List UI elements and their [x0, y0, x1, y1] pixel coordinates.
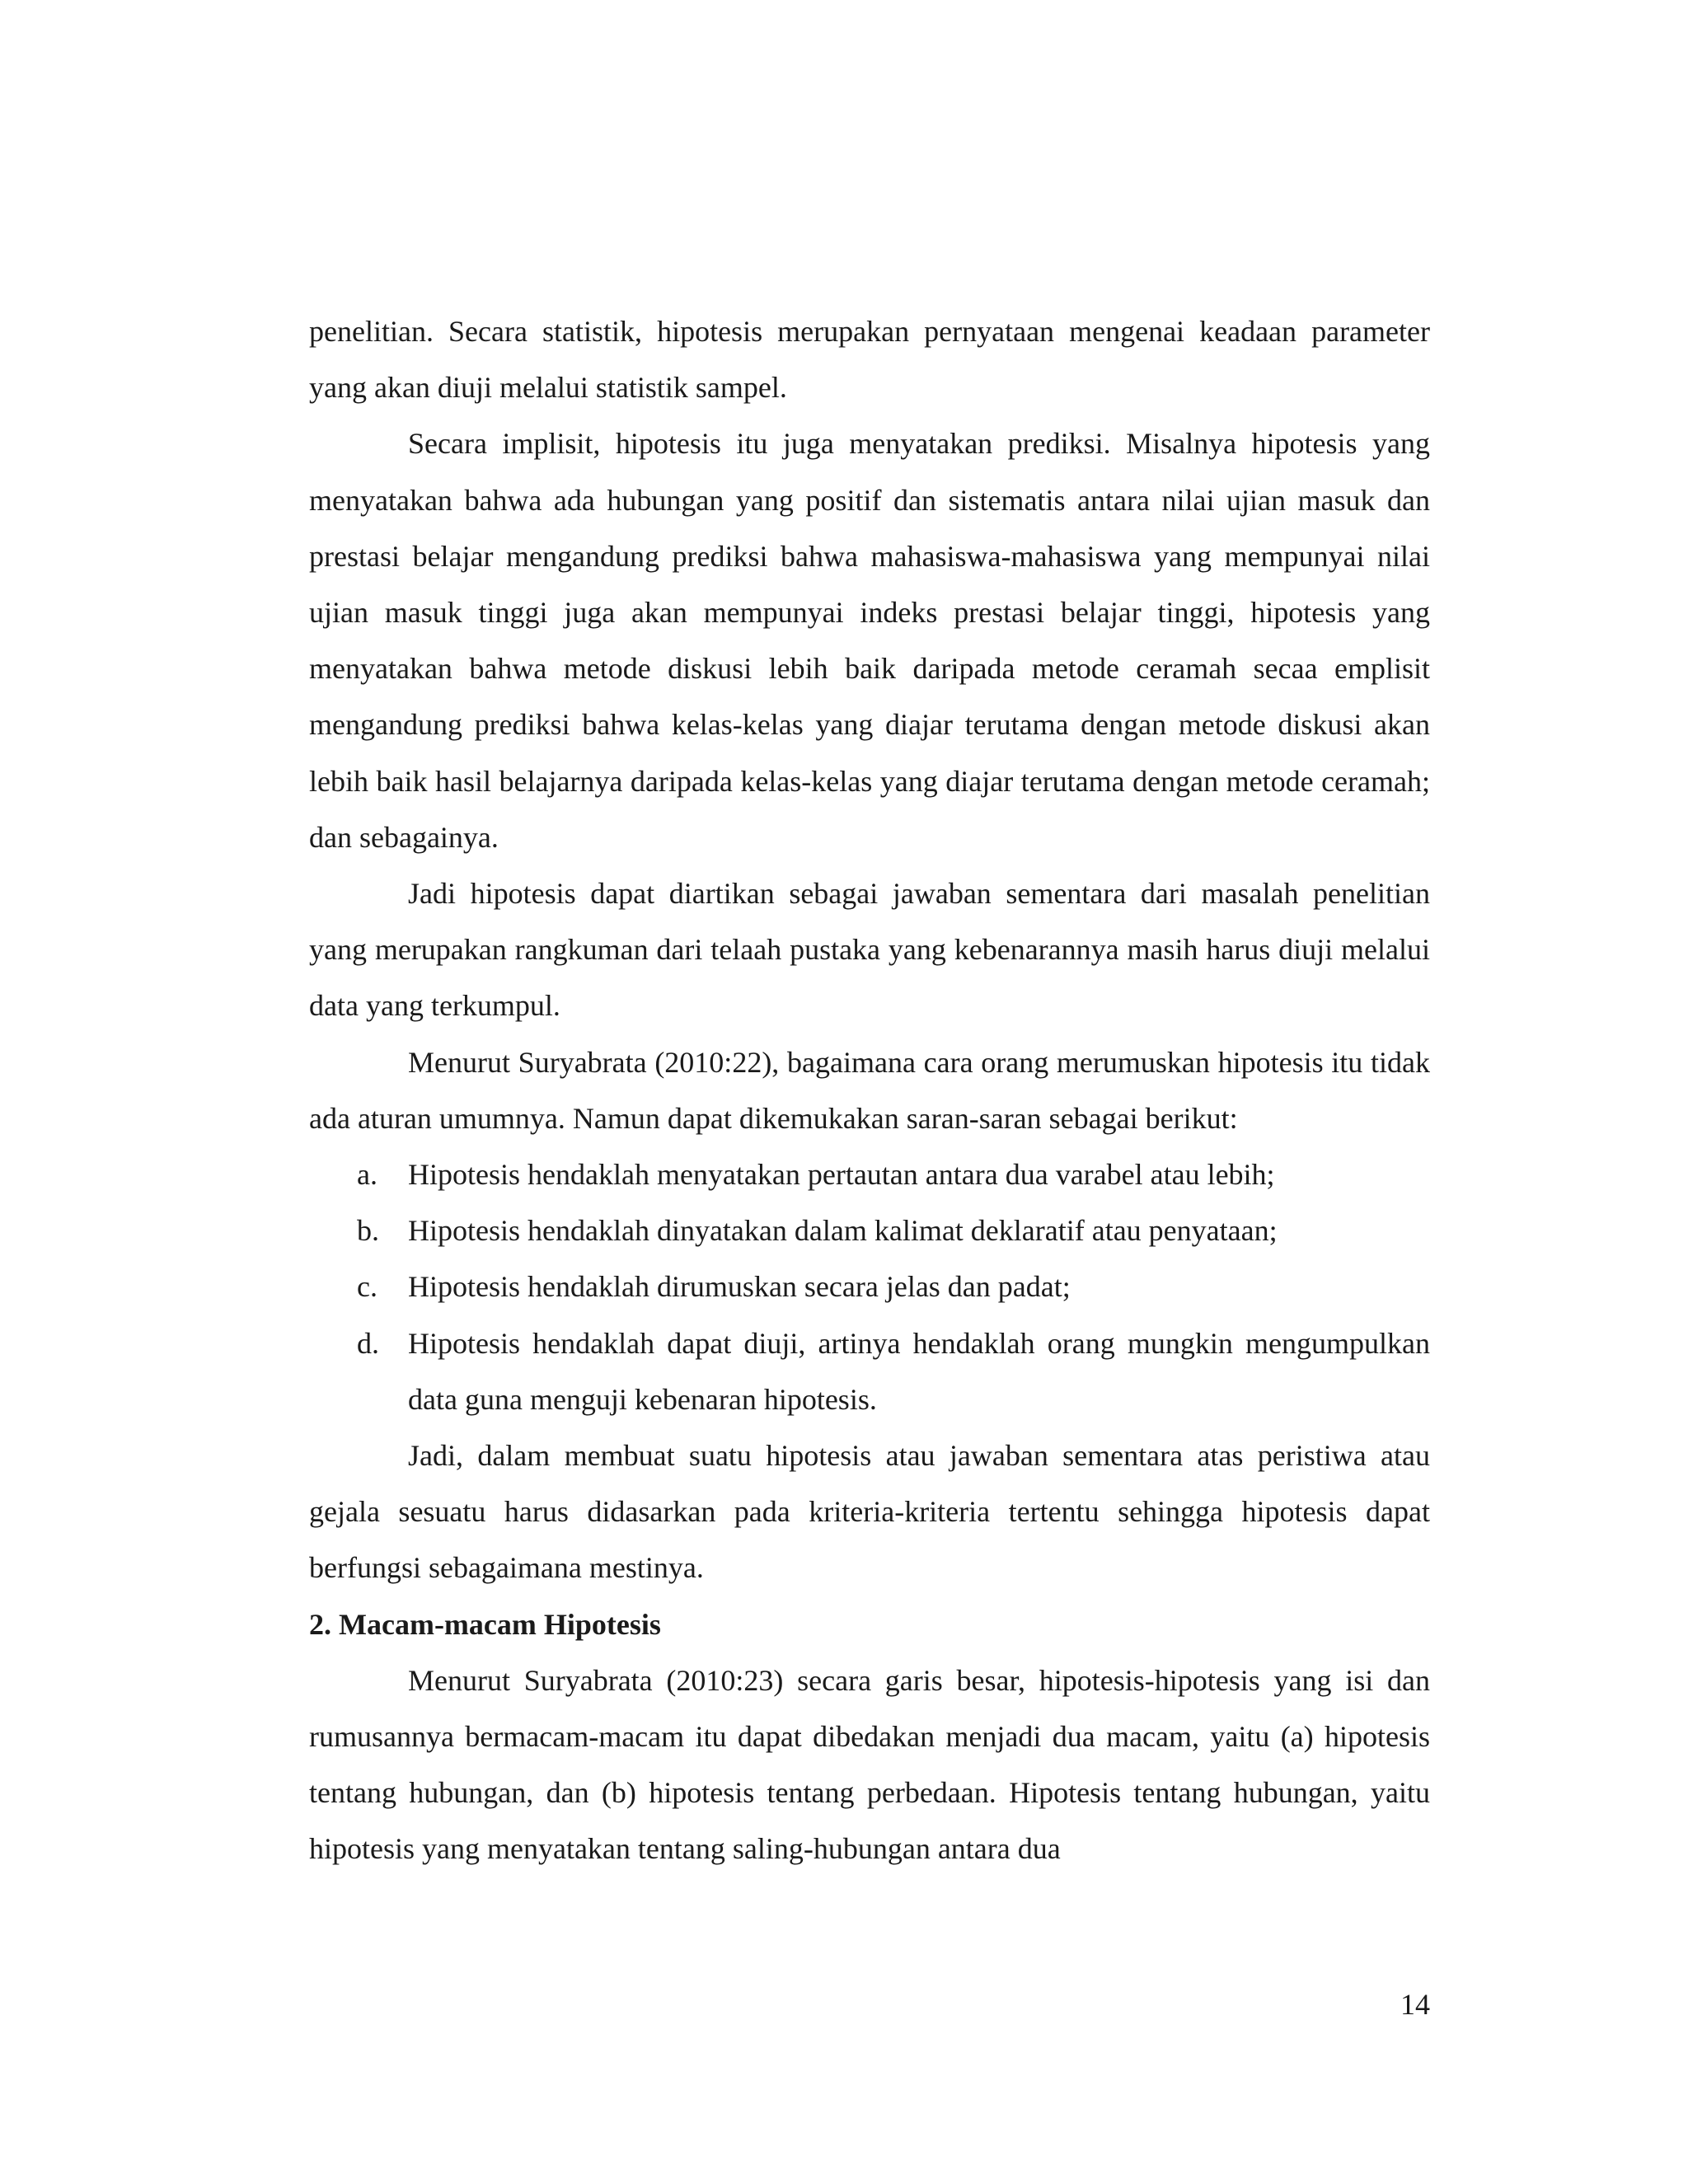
paragraph-hypothesis-definition: Jadi hipotesis dapat diartikan sebagai jawaban sementara dari masalah penelitian yang merupakan rangkuman dari telaah pustaka yang kebenarannya masih harus diuji melalui data yang terkumpul.	[309, 877, 1430, 1023]
paragraph-formulation-guidance: Menurut Suryabrata (2010:22), bagaimana cara orang merumuskan hipotesis itu tidak ada aturan umumnya. Namun dapat dikemukakan saran-saran sebagai berikut:	[309, 1045, 1430, 1135]
list-item-text: Hipotesis hendaklah dapat diuji, artinya hendaklah orang mungkin mengumpulkan data guna menguji kebenaran hipotesis.	[408, 1326, 1430, 1416]
suggestions-list	[309, 1146, 1430, 1427]
list-item-text: Hipotesis hendaklah dirumuskan secara jelas dan padat;	[408, 1270, 1071, 1304]
list-item	[309, 1315, 1430, 1427]
list-marker: c.	[357, 1270, 377, 1304]
paragraph-criteria: Jadi, dalam membuat suatu hipotesis atau jawaban sementara atas peristiwa atau gejala sesuatu harus didasarkan pada kriteria-kriteria tertentu sehingga hipotesis dapat berfungsi sebagaimana mestinya.	[309, 1439, 1430, 1585]
section-heading: 2. Macam-macam Hipotesis	[309, 1607, 661, 1641]
list-item-text: Hipotesis hendaklah dinyatakan dalam kalimat deklaratif atau penyataan;	[408, 1214, 1278, 1248]
list-marker: b.	[357, 1214, 379, 1248]
list-marker: a.	[357, 1158, 377, 1192]
paragraph-hypothesis-types: Menurut Suryabrata (2010:23) secara garis besar, hipotesis-hipotesis yang isi dan rumusannya bermacam-macam itu dapat dibedakan menjadi dua macam, yaitu (a) hipotesis tentang hubungan, dan (b) hipotesis tentang perbedaan. Hipotesis tentang hubungan, yaitu hipotesis yang menyatakan tentang saling-hubungan antara dua	[309, 1663, 1430, 1866]
list-item	[309, 1258, 1430, 1315]
document-page	[309, 303, 1430, 1877]
page-number: 14	[1400, 1988, 1430, 2021]
paragraph-implicit-prediction: Secara implisit, hipotesis itu juga menyatakan prediksi. Misalnya hipotesis yang menyatakan bahwa ada hubungan yang positif dan sistematis antara nilai ujian masuk dan prestasi belajar mengandung prediksi bahwa mahasiswa-mahasiswa yang mempunyai nilai ujian masuk tinggi juga akan mempunyai indeks prestasi belajar tinggi, hipotesis yang menyatakan bahwa metode diskusi lebih baik daripada metode ceramah secaa emplisit mengandung prediksi bahwa kelas-kelas yang diajar terutama dengan metode diskusi akan lebih baik hasil belajarnya daripada kelas-kelas yang diajar terutama dengan metode ceramah; dan sebagainya.	[309, 427, 1430, 854]
list-item-text: Hipotesis hendaklah menyatakan pertautan antara dua varabel atau lebih;	[408, 1158, 1275, 1192]
paragraph-intro: penelitian. Secara statistik, hipotesis merupakan pernyataan mengenai keadaan parameter yang akan diuji melalui statistik sampel.	[309, 315, 1430, 405]
list-marker: d.	[357, 1326, 379, 1360]
list-item	[309, 1202, 1430, 1258]
list-item	[309, 1146, 1430, 1202]
